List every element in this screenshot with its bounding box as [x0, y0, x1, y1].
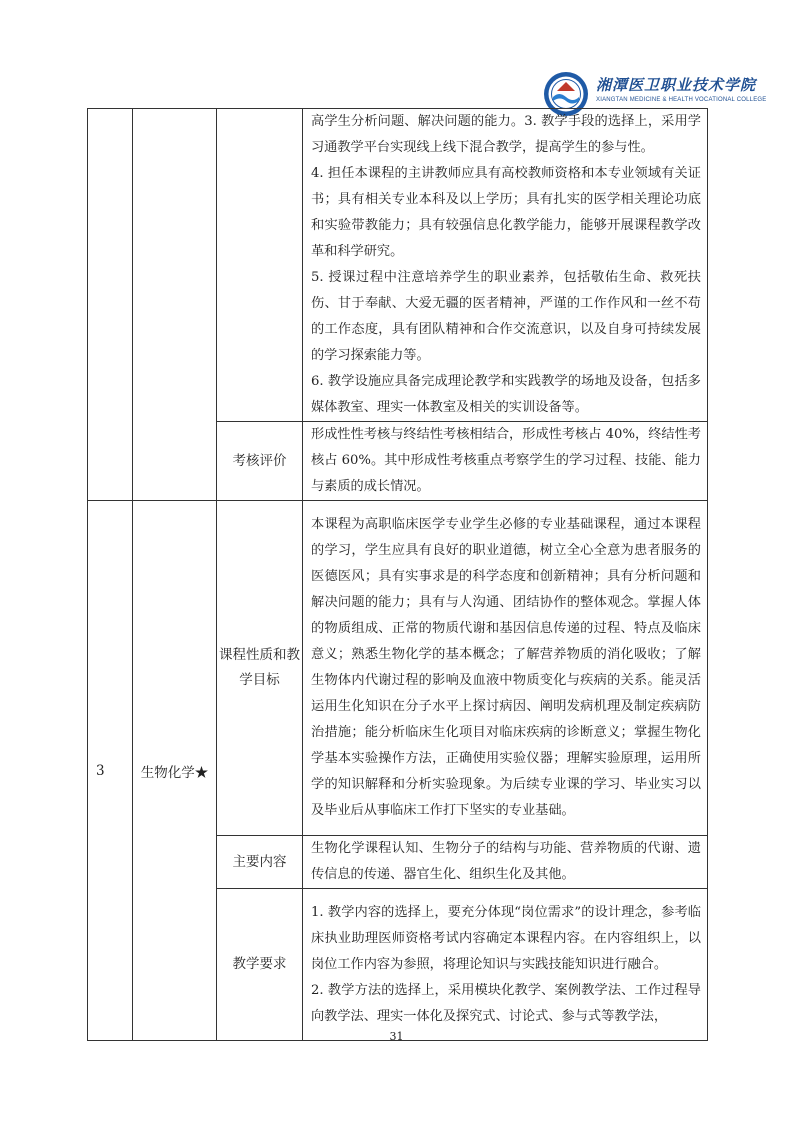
- table-row: [88, 109, 708, 422]
- requirements-continued-cell: [303, 109, 708, 422]
- assessment-label: 考核评价: [217, 422, 303, 501]
- college-name-cn: 湘潭医卫职业技术学院: [596, 76, 757, 94]
- page-number: 31: [389, 1030, 404, 1043]
- table-row: [88, 501, 708, 836]
- content-label: 主要内容: [217, 836, 303, 889]
- requirements-label: 教学要求: [217, 889, 303, 1041]
- course-number: 3: [88, 501, 133, 1041]
- empty-label-cell: [217, 109, 303, 422]
- content-text: 生物化学课程认知、生物分子的结构与功能、营养物质的代谢、遗传信息的传递、器官生化、组织生化及其他。: [303, 836, 708, 889]
- requirements-text: [303, 889, 708, 1041]
- nature-text: 本课程为高职临床医学专业学生必修的专业基础课程，通过本课程的学习，学生应具有良好的职业道德，树立全心全意为患者服务的医德医风；具有实事求是的科学态度和创新精神；具有分析问题和解决问题的能力；具有与人沟通、团结协作的整体观念。掌握人体的物质组成、正常的物质代谢和基因信息传递的过程、特点及临床意义；熟悉生物化学的基本概念；了解营养物质的消化吸收；了解生物体内代谢过程的影响及血液中物质变化与疾病的关系。能灵活运用生化知识在分子水平上探讨病因、阐明发病机理及制定疾病防治措施；能分析临床生化项目对临床疾病的诊断意义；掌握生物化学基本实验操作方法，正确使用实验仪器；理解实验原理，运用所学的知识解释和分析实验现象。为后续专业课的学习、毕业实习以及毕业后从事临床工作打下坚实的专业基础。: [303, 501, 708, 836]
- assessment-text: 形成性性考核与终结性考核相结合，形成性考核占 40%，终结性考核占 60%。其中形成性考核重点考察学生的学习过程、技能、能力与素质的成长情况。: [303, 422, 708, 501]
- requirements-paragraph: 高学生分析问题、解决问题的能力。3. 教学手段的选择上，采用学习通教学平台实现线上线下混合教学，提高学生的参与性。: [311, 114, 701, 155]
- course-name: 生物化学★: [133, 501, 217, 1041]
- requirements-paragraph: 5. 授课过程中注意培养学生的职业素养，包括敬佑生命、救死扶伤、甘于奉献、大爱无疆的医者精神，严谨的工作作风和一丝不苟的工作态度，具有团队精神和合作交流意识，以及自身可持续发展的学习探索能力等。: [311, 270, 701, 363]
- college-name-en: XIANGTAN MEDICINE & HEALTH VOCATIONAL COLLEGE: [596, 97, 767, 103]
- requirements-paragraph: 4. 担任本课程的主讲教师应具有高校教师资格和本专业领域有关证书；具有相关专业本科及以上学历；具有扎实的医学相关理论功底和实验带教能力；具有较强信息化教学能力，能够开展课程教学改革和科学研究。: [311, 166, 701, 259]
- empty-name-cell: [133, 109, 217, 501]
- nature-label: 课程性质和教学目标: [217, 501, 303, 836]
- course-table: [87, 108, 708, 1041]
- requirements-paragraph: 6. 教学设施应具备完成理论教学和实践教学的场地及设备，包括多媒体教室、理实一体教室及相关的实训设备等。: [311, 374, 701, 415]
- requirements-paragraph: 2. 教学方法的选择上，采用模块化教学、案例教学法、工作过程导向教学法、理实一体化及探究式、讨论式、参与式等教学法，: [311, 982, 701, 1024]
- requirements-paragraph: 1. 教学内容的选择上，要充分体现“岗位需求”的设计理念，参考临床执业助理医师资格考试内容确定本课程内容。在内容组织上，以岗位工作内容为参照，将理论知识与实践技能知识进行融合。: [311, 904, 701, 972]
- empty-number-cell: [88, 109, 133, 501]
